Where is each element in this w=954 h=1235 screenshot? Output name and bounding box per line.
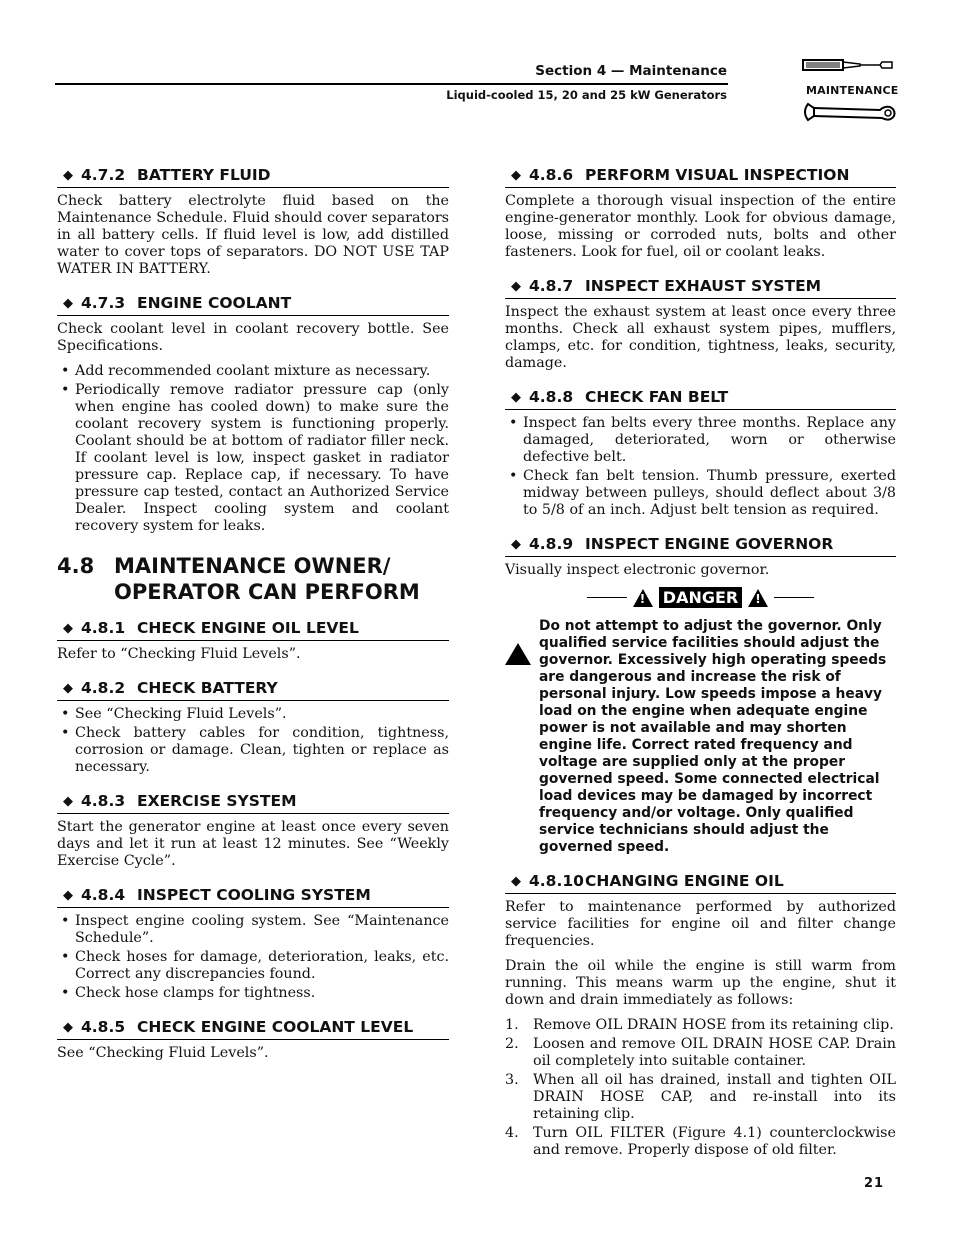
- section-heading: [57, 679, 449, 701]
- paragraph: Inspect the exhaust system at least once every three months. Check all exhaust system pipes, mufflers, clamps, etc. for condition, tightness, leaks, security, damage.: [505, 304, 896, 371]
- section-heading: [57, 619, 449, 641]
- section-heading: [57, 1018, 449, 1040]
- section-4-8-1: [57, 619, 449, 663]
- section-number: 4.8.5: [81, 1018, 126, 1036]
- section-4-8-10: [505, 872, 896, 1159]
- section-heading: [505, 166, 896, 188]
- step-number: 2.: [505, 1036, 519, 1052]
- section-title: ENGINE COOLANT: [137, 294, 292, 312]
- section-heading: [57, 294, 449, 316]
- list-item: • Inspect fan belts every three months. Replace any damaged, deteriorated, worn or otherwise defective belt.: [505, 415, 896, 466]
- step-number: 3.: [505, 1072, 519, 1088]
- danger-text: Do not attempt to adjust the governor. Only qualified service facilities should adjust the governor. Excessively high operating speeds are dangerous and increase the risk of personal injury. Low speeds impose a heavy load on the engine when adequate engine power is not available and may shorten engine life. Correct rated frequency and voltage are supplied only at the proper governed speed. Some connected electrical load devices may be damaged by incorrect frequency and/or voltage. Only qualified service technicians should adjust the governed speed.: [539, 618, 887, 855]
- paragraph: See “Checking Fluid Levels”.: [57, 1045, 269, 1061]
- header-rule: [55, 83, 728, 85]
- header-subtitle: Liquid-cooled 15, 20 and 25 kW Generators: [446, 88, 727, 102]
- paragraph: Check coolant level in coolant recovery bottle. See Specifications.: [57, 321, 449, 354]
- bullet-list: [57, 913, 449, 1002]
- section-number: 4.7.3: [81, 294, 126, 312]
- section-number: 4.8.9: [529, 535, 574, 553]
- step-text: Remove OIL DRAIN HOSE from its retaining clip.: [533, 1017, 894, 1033]
- danger-banner: [505, 587, 896, 608]
- section-4-8-4: [57, 886, 449, 1002]
- list-item: • Add recommended coolant mixture as necessary.: [57, 363, 449, 380]
- danger-notice: [505, 618, 896, 856]
- step-number: 1.: [505, 1017, 519, 1033]
- diamond-icon: ◆: [511, 389, 521, 405]
- section-title: INSPECT COOLING SYSTEM: [137, 886, 371, 904]
- section-4-7-3: [57, 294, 449, 535]
- divider: [587, 597, 627, 598]
- bullet-list: [505, 415, 896, 519]
- section-title: CHECK FAN BELT: [585, 388, 729, 406]
- header-section-title: Section 4 — Maintenance: [535, 63, 727, 79]
- section-number: 4.8.10: [529, 872, 584, 890]
- major-title-line-2: OPERATOR CAN PERFORM: [114, 580, 420, 604]
- list-item: • Check hoses for damage, deterioration, leaks, etc. Correct any discrepancies found.: [57, 949, 449, 983]
- diamond-icon: ◆: [63, 1019, 73, 1035]
- paragraph: Check battery electrolyte fluid based on the Maintenance Schedule. Fluid should cover separators in all battery cells. If fluid level is low, add distilled water to cover tops of separators. DO NOT USE TAP WATER IN BATTERY.: [57, 193, 449, 277]
- section-4-8-7: [505, 277, 896, 372]
- major-section-title: [114, 553, 420, 605]
- list-item: • Check hose clamps for tightness.: [57, 985, 449, 1002]
- paragraph: Drain the oil while the engine is still warm from running. This means warm up the engine, shut it down and drain immediately as follows:: [505, 958, 896, 1008]
- diamond-icon: ◆: [511, 873, 521, 889]
- section-title: PERFORM VISUAL INSPECTION: [585, 166, 850, 184]
- section-number: 4.8.3: [81, 792, 126, 810]
- section-title: CHECK BATTERY: [137, 679, 278, 697]
- section-title: INSPECT EXHAUST SYSTEM: [585, 277, 822, 295]
- list-item: • Check battery cables for condition, tightness, corrosion or damage. Clean, tighten or replace as necessary.: [57, 725, 449, 776]
- page-number: 21: [864, 1176, 885, 1191]
- paragraph: Complete a thorough visual inspection of the entire engine-generator monthly. Look for obvious damage, loose, missing or corroded nuts, bolts and other fasteners. Look for fuel, oil or coolant leaks.: [505, 193, 896, 260]
- list-item: [505, 1125, 896, 1159]
- list-item: [505, 1036, 896, 1070]
- section-number: 4.8.8: [529, 388, 574, 406]
- major-title-line-1: MAINTENANCE OWNER/: [114, 554, 391, 578]
- warning-triangle-icon: [505, 624, 531, 665]
- section-title: EXERCISE SYSTEM: [137, 792, 297, 810]
- section-4-8-5: [57, 1018, 449, 1062]
- diamond-icon: ◆: [511, 536, 521, 552]
- section-4-8-2: [57, 679, 449, 776]
- maintenance-logo-label: MAINTENANCE: [806, 84, 899, 97]
- section-heading: [505, 277, 896, 299]
- paragraph: Start the generator engine at least once every seven days and let it run at least 12 minutes. See “Weekly Exercise Cycle”.: [57, 819, 449, 869]
- section-4-8-3: [57, 792, 449, 870]
- section-title: CHECK ENGINE OIL LEVEL: [137, 619, 359, 637]
- diamond-icon: ◆: [63, 680, 73, 696]
- section-4-8-9: [505, 535, 896, 856]
- section-number: 4.8.4: [81, 886, 126, 904]
- step-text: Turn OIL FILTER (Figure 4.1) counterclockwise and remove. Properly dispose of old filter.: [533, 1125, 896, 1158]
- section-4-7-2: [57, 166, 449, 278]
- section-number: 4.8.1: [81, 619, 126, 637]
- section-heading: [57, 792, 449, 814]
- danger-icon-container: [505, 618, 539, 856]
- step-number: 4.: [505, 1125, 519, 1141]
- danger-label: DANGER: [659, 587, 742, 608]
- paragraph: Refer to maintenance performed by authorized service facilities for engine oil and filter change frequencies.: [505, 899, 896, 949]
- major-section-number: 4.8: [57, 554, 95, 578]
- list-item: [505, 1072, 896, 1123]
- section-number: 4.8.7: [529, 277, 574, 295]
- section-number: 4.8.6: [529, 166, 574, 184]
- section-heading: [505, 535, 896, 557]
- section-title: CHECK ENGINE COOLANT LEVEL: [137, 1018, 414, 1036]
- list-item: [505, 1017, 896, 1034]
- section-heading: [57, 166, 449, 188]
- section-heading: [505, 388, 896, 410]
- diamond-icon: ◆: [63, 295, 73, 311]
- section-4-8-8: [505, 388, 896, 519]
- diamond-icon: ◆: [63, 167, 73, 183]
- warning-triangle-icon: [633, 589, 653, 607]
- bullet-list: [57, 706, 449, 776]
- list-item: • Check fan belt tension. Thumb pressure, exerted midway between pulleys, should deflect about 3/8 to 5/8 of an inch. Adjust belt tension as required.: [505, 468, 896, 519]
- bullet-list: [57, 363, 449, 535]
- section-number: 4.7.2: [81, 166, 126, 184]
- diamond-icon: ◆: [63, 887, 73, 903]
- section-title: BATTERY FLUID: [137, 166, 271, 184]
- step-text: Loosen and remove OIL DRAIN HOSE CAP. Drain oil completely into suitable container.: [533, 1036, 896, 1069]
- list-item: • Inspect engine cooling system. See “Maintenance Schedule”.: [57, 913, 449, 947]
- diamond-icon: ◆: [511, 167, 521, 183]
- section-number: 4.8.2: [81, 679, 126, 697]
- warning-triangle-icon: [748, 589, 768, 607]
- diamond-icon: ◆: [511, 278, 521, 294]
- major-heading: [57, 553, 449, 605]
- step-text: When all oil has drained, install and tighten OIL DRAIN HOSE CAP, and re-install into its retaining clip.: [533, 1072, 896, 1122]
- section-heading: [505, 872, 896, 894]
- diamond-icon: ◆: [63, 793, 73, 809]
- paragraph: Refer to “Checking Fluid Levels”.: [57, 646, 301, 662]
- left-column: [57, 166, 449, 1078]
- section-title: CHANGING ENGINE OIL: [585, 872, 784, 890]
- paragraph: Visually inspect electronic governor.: [505, 562, 770, 578]
- list-item: • See “Checking Fluid Levels”.: [57, 706, 449, 723]
- diamond-icon: ◆: [63, 620, 73, 636]
- list-item: • Periodically remove radiator pressure cap (only when engine has cooled down) to make sure the coolant recovery system is functioning properly. Coolant should be at bottom of radiator filler neck. If coolant level is low, inspect gasket in radiator pressure cap. Replace cap, if necessary. To have pressure cap tested, contact an Authorized Service Dealer. Inspect cooling system and coolant recovery system for leaks.: [57, 382, 449, 535]
- divider: [774, 597, 814, 598]
- section-4-8-6: [505, 166, 896, 261]
- right-column: [505, 166, 896, 1175]
- section-heading: [57, 886, 449, 908]
- numbered-list: [505, 1017, 896, 1159]
- section-title: INSPECT ENGINE GOVERNOR: [585, 535, 834, 553]
